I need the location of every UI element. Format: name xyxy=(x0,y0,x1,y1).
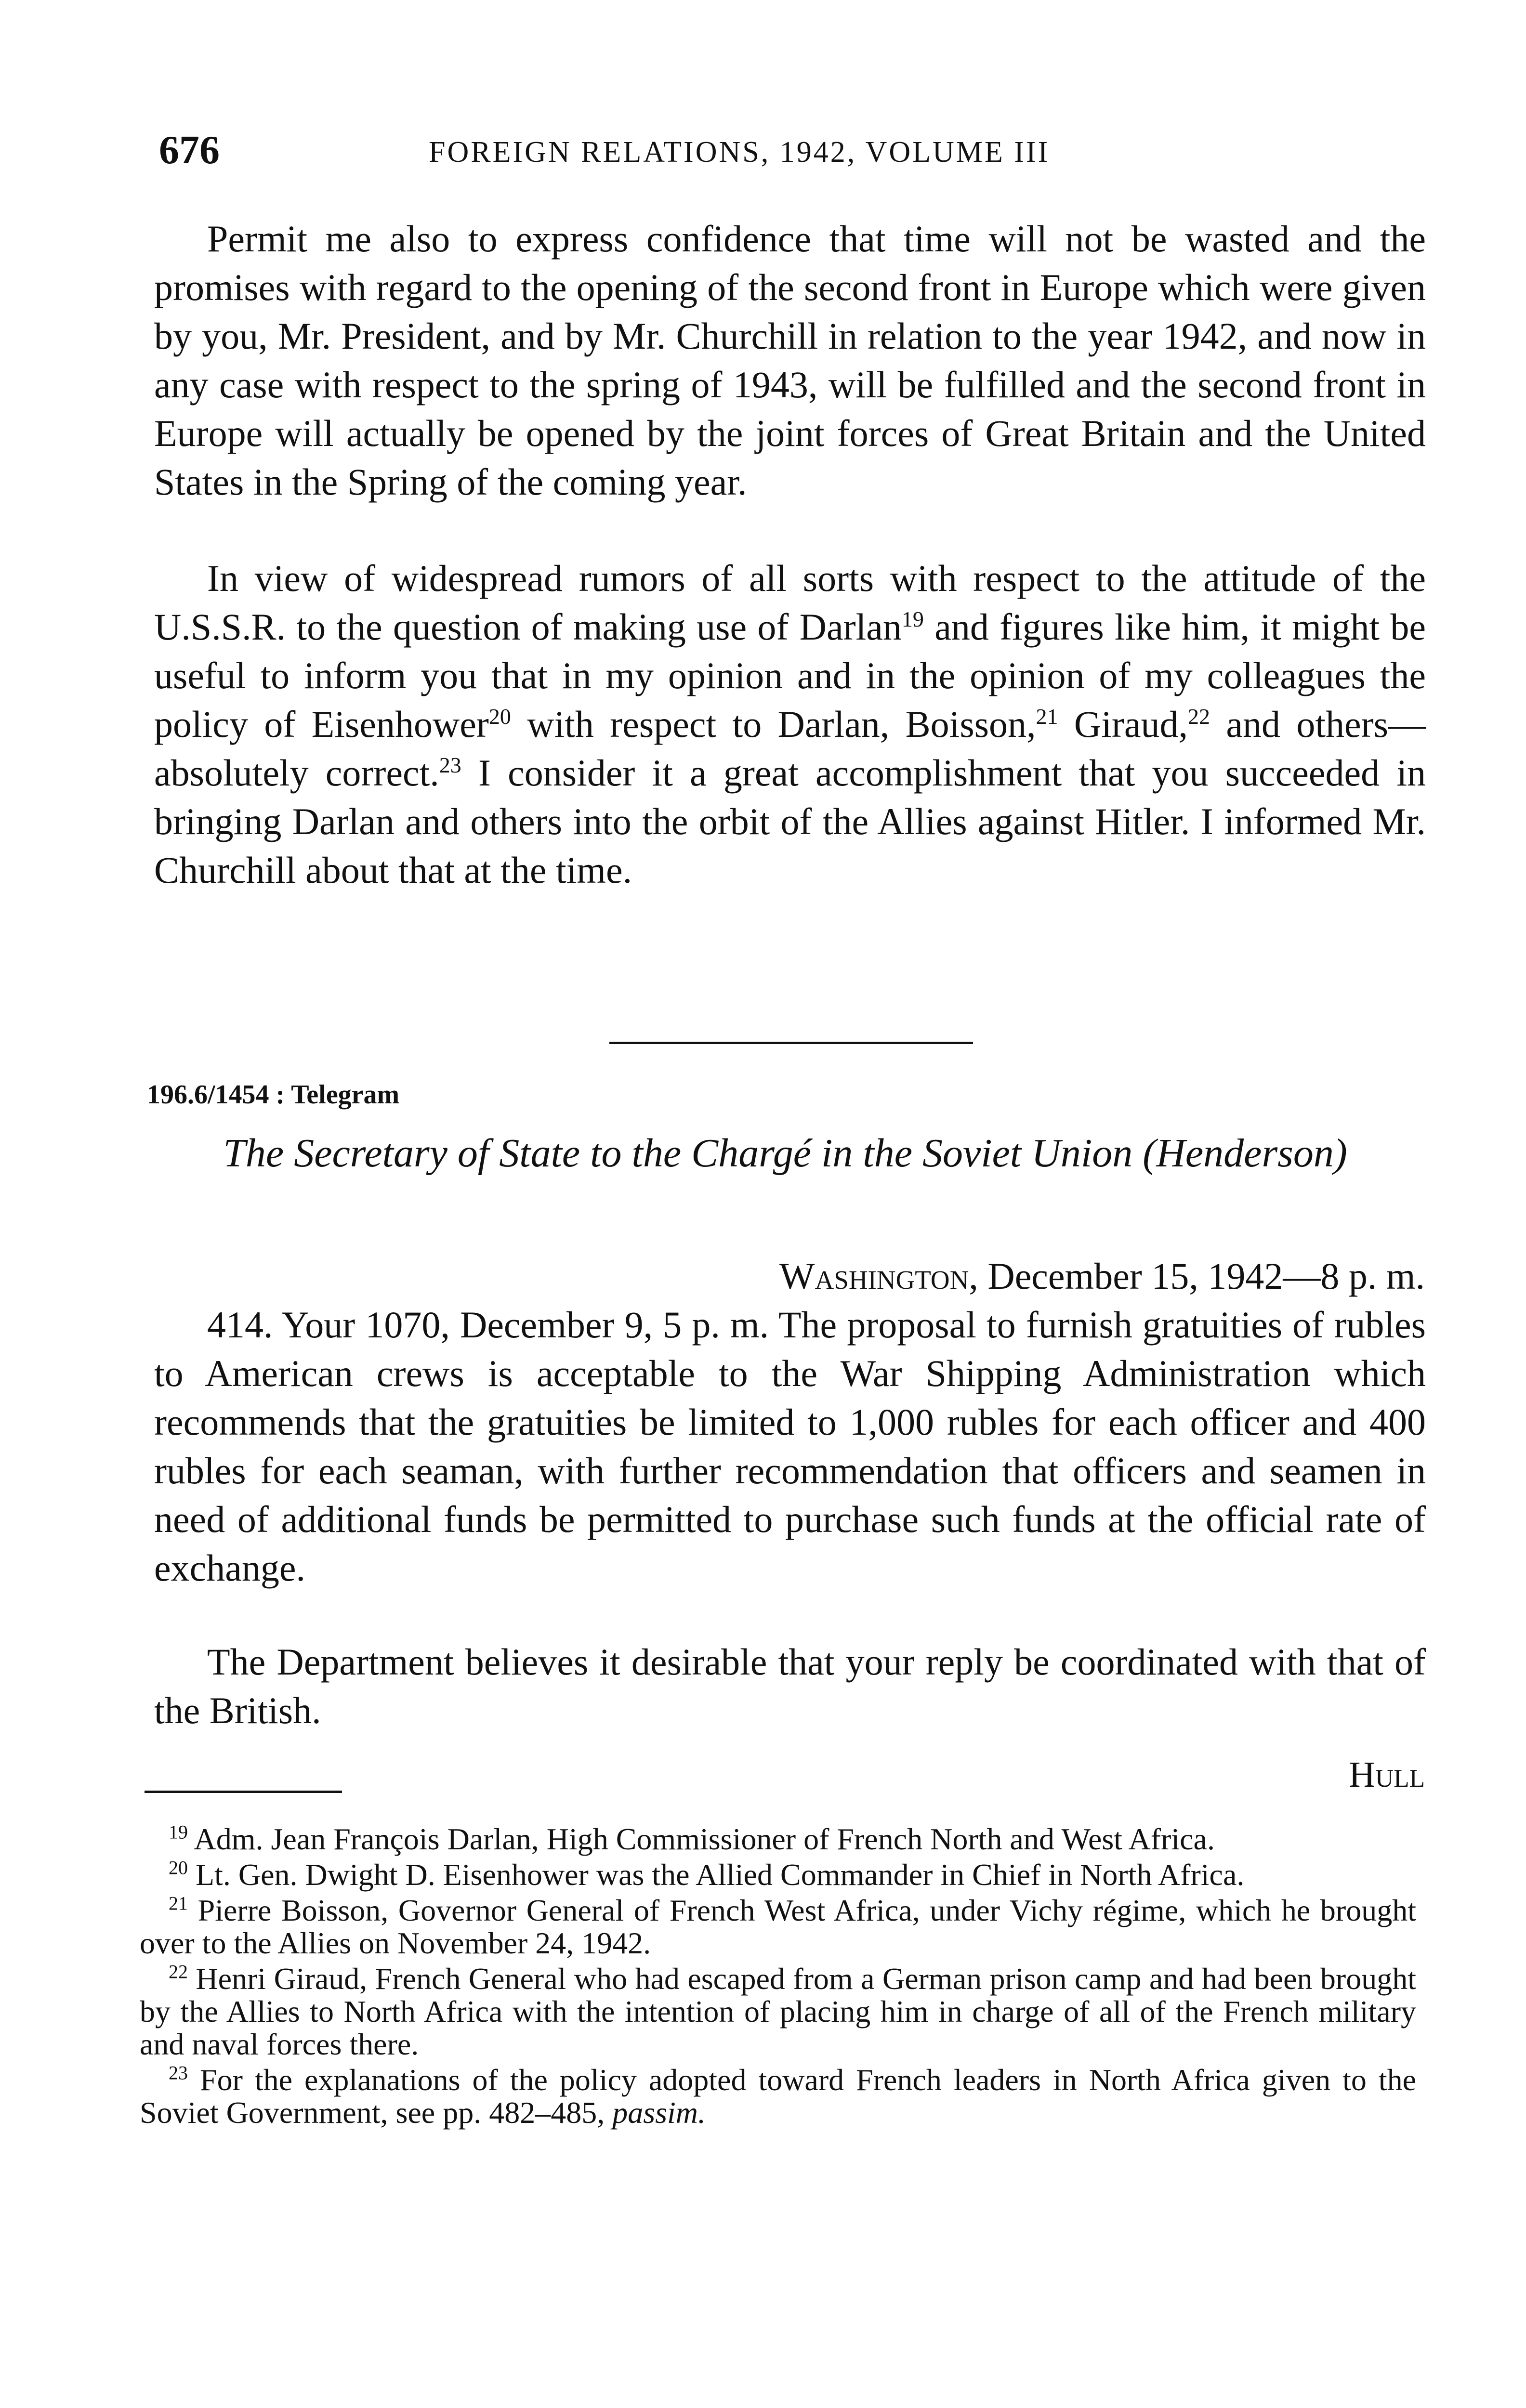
letter-paragraph-2-text: I consider it a great accomplishment that you succeeded in bringing Darlan and others into the orbit of the Allies against Hitler. I informed Mr. Churchill about that at the time. xyxy=(154,752,1426,891)
footnote-text: Henri Giraud, French General who had escaped from a German prison camp and had been brought by the Allies to North Africa with the intention of placing him in charge of all of the French military and naval forces there. xyxy=(140,1962,1417,2061)
footnote-text: Lt. Gen. Dwight D. Eisenhower was the Allied Commander in Chief in North Africa. xyxy=(196,1858,1245,1892)
file-reference: 196.6/1454 : Telegram xyxy=(147,1080,400,1110)
footnote-ref-21[interactable]: 21 xyxy=(1036,704,1058,729)
section-divider xyxy=(609,1042,973,1044)
footnote-19 xyxy=(140,1823,1416,1856)
footnote-23 xyxy=(140,2064,1416,2129)
telegram-paragraph-2: The Department believes it desirable that your reply be coordinated with that of the British. xyxy=(154,1641,1426,1731)
footnote-emphasis: passim. xyxy=(612,2095,706,2130)
page-number: 676 xyxy=(159,128,220,172)
footnote-21 xyxy=(140,1894,1416,1960)
footnote-ref-20[interactable]: 20 xyxy=(488,704,511,729)
footnote-number: 22 xyxy=(169,1961,188,1983)
letter-paragraph-2-text: with respect to Darlan, Boisson, xyxy=(511,703,1036,745)
letter-paragraph-2 xyxy=(154,554,1426,894)
footnote-text: Pierre Boisson, Governor General of French West Africa, under Vichy régime, which he brought over to the Allies on November 24, 1942. xyxy=(140,1893,1417,1960)
letter-paragraph-1: Permit me also to express confidence that time will not be wasted and the promises with regard to the opening of the second front in Europe which were given by you, Mr. President, and by Mr. Churchill in relation to the year 1942, and now in any case with respect to the spring of 1943, will be fulfilled and the second front in Europe will actually be opened by the joint forces of Great Britain and the United States in the Spring of the coming year. xyxy=(154,218,1426,503)
telegram-paragraph-1: 414. Your 1070, December 9, 5 p. m. The proposal to furnish gratuities of rubles to American crews is acceptable to the War Shipping Administration which recommends that the gratuities be limited to 1,000 rubles for each officer and 400 rubles for each seaman, with further recommendation that officers and seamen in need of additional funds be permitted to purchase such funds at the official rate of exchange. xyxy=(154,1304,1426,1589)
footnote-20 xyxy=(140,1858,1416,1891)
footnote-ref-19[interactable]: 19 xyxy=(901,607,924,631)
footnote-number: 23 xyxy=(169,2062,188,2084)
page-header xyxy=(159,126,1450,179)
letter-paragraph-2-text: Giraud, xyxy=(1058,703,1188,745)
footnotes xyxy=(140,1823,1416,2132)
footnote-divider xyxy=(145,1791,342,1793)
dateline-date: , December 15, 1942—8 p. m. xyxy=(969,1255,1425,1297)
dateline xyxy=(779,1252,1425,1300)
footnote-text: Adm. Jean François Darlan, High Commissioner of French North and West Africa. xyxy=(194,1822,1215,1856)
document-heading: The Secretary of State to the Chargé in the Soviet Union (Henderson) xyxy=(223,1131,1347,1176)
letter-paragraph-2-text: and others—absolutely correct. xyxy=(154,703,1426,794)
dateline-place: Washington xyxy=(779,1255,969,1297)
footnote-22 xyxy=(140,1963,1416,2061)
footnote-ref-23[interactable]: 23 xyxy=(439,753,461,777)
footnote-number: 20 xyxy=(169,1857,188,1879)
letter-paragraph-2-text: and figures like him, it might be useful to inform you that in my opinion and in the opinion of my colleagues the policy of Eisenhower xyxy=(154,606,1426,745)
signature: Hull xyxy=(1349,1754,1425,1795)
letter-paragraph-2-text: In view of widespread rumors of all sorts with respect to the attitude of the U.S.S.R. to the question of making use of Darlan xyxy=(154,557,1426,648)
footnote-number: 19 xyxy=(169,1821,188,1843)
footnote-text: For the explanations of the policy adopted toward French leaders in North Africa given to the Soviet Government, see pp. 482–485, xyxy=(140,2063,1417,2130)
footnote-ref-22[interactable]: 22 xyxy=(1188,704,1210,729)
running-head: FOREIGN RELATIONS, 1942, VOLUME III xyxy=(429,136,1050,169)
footnote-number: 21 xyxy=(169,1892,188,1914)
